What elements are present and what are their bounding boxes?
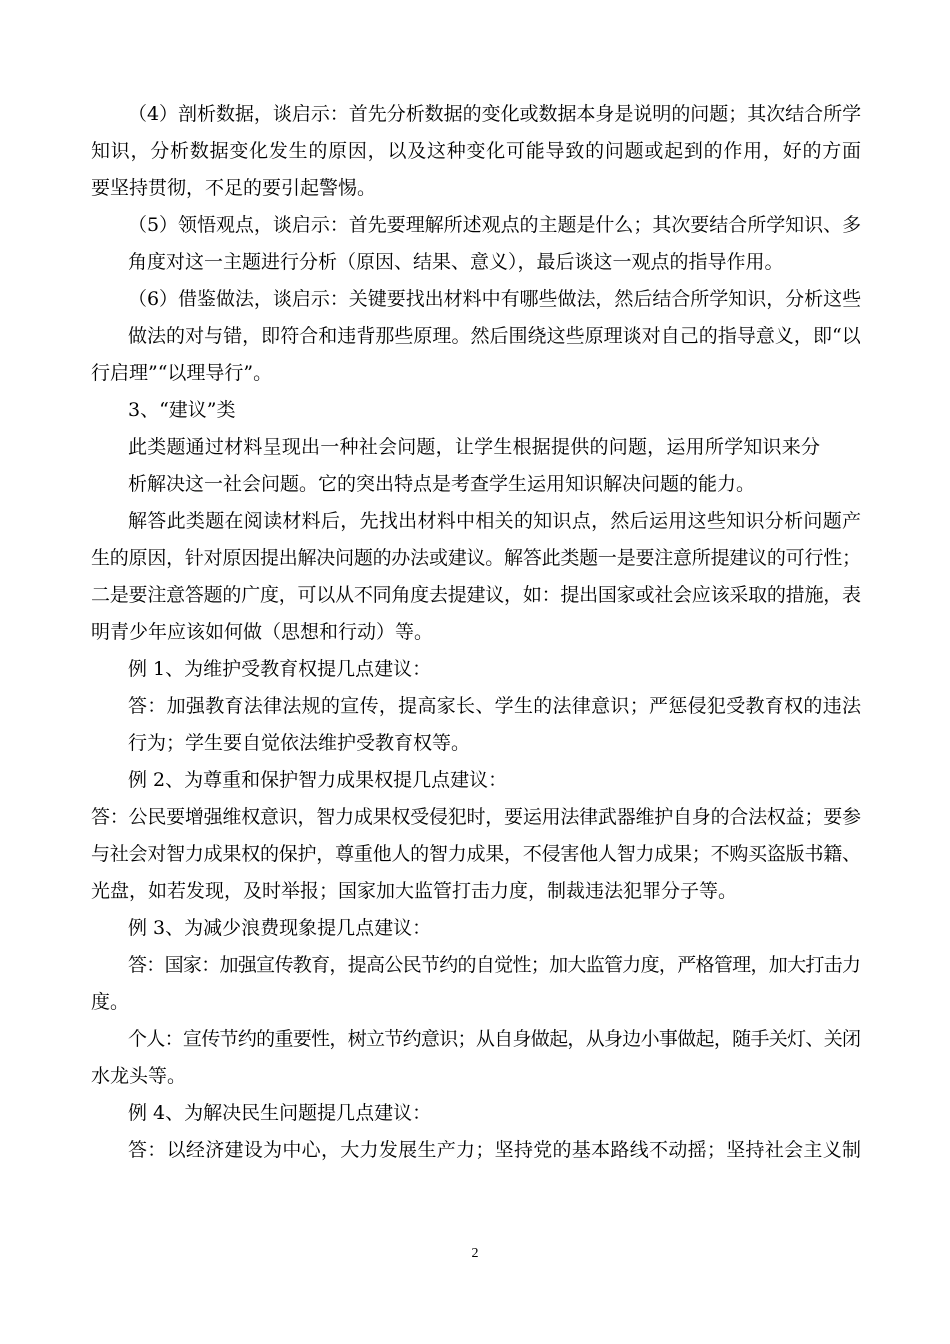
text-line: （4）剖析数据，谈启示：首先分析数据的变化或数据本身是说明的问题；其次结合所学 xyxy=(128,103,862,125)
text-line: 光盘，如若发现，及时举报；国家加大监管打击力度，制裁违法犯罪分子等。 xyxy=(91,880,738,902)
text-line: 答：加强教育法律法规的宣传，提高家长、学生的法律意识；严惩侵犯受教育权的违法 xyxy=(128,695,862,717)
example-heading: 例 2、为尊重和保护智力成果权提几点建议： xyxy=(128,769,508,791)
text-line: 答：国家：加强宣传教育，提高公民节约的自觉性；加大监管力度，严格管理，加大打击力 xyxy=(128,954,861,976)
text-line: 做法的对与错，即符合和违背那些原理。然后围绕这些原理谈对自己的指导意义，即“以 xyxy=(128,325,861,347)
text-line: 解答此类题在阅读材料后，先找出材料中相关的知识点，然后运用这些知识分析问题产 xyxy=(128,510,862,532)
section-heading: 3、“建议”类 xyxy=(128,399,236,421)
text-line: （6）借鉴做法，谈启示：关键要找出材料中有哪些做法，然后结合所学知识，分析这些 xyxy=(128,288,862,310)
text-line: 度。 xyxy=(91,991,130,1013)
text-line: 明青少年应该如何做（思想和行动）等。 xyxy=(91,621,434,643)
text-line: 二是要注意答题的广度，可以从不同角度去提建议，如：提出国家或社会应该采取的措施，表 xyxy=(91,584,861,606)
text-line: 答：公民要增强维权意识，智力成果权受侵犯时，要运用法律武器维护自身的合法权益；要参 xyxy=(91,806,861,828)
text-line: （5）领悟观点，谈启示：首先要理解所述观点的主题是什么；其次要结合所学知识、多 xyxy=(128,214,862,236)
example-heading: 例 4、为解决民生问题提几点建议： xyxy=(128,1102,432,1124)
text-line: 知识，分析数据变化发生的原因，以及这种变化可能导致的问题或起到的作用，好的方面 xyxy=(91,140,862,162)
text-line: 行启理”“以理导行”。 xyxy=(91,362,273,384)
text-line: 行为；学生要自觉依法维护受教育权等。 xyxy=(128,732,471,754)
text-line: 个人：宣传节约的重要性，树立节约意识；从自身做起，从身边小事做起，随手关灯、关闭 xyxy=(128,1028,861,1050)
text-line: 析解决这一社会问题。它的突出特点是考查学生运用知识解决问题的能力。 xyxy=(128,473,756,495)
text-line: 此类题通过材料呈现出一种社会问题，让学生根据提供的问题，运用所学知识来分 xyxy=(128,436,821,458)
text-line: 要坚持贯彻，不足的要引起警惕。 xyxy=(91,177,377,199)
text-line: 角度对这一主题进行分析（原因、结果、意义），最后谈这一观点的指导作用。 xyxy=(128,251,784,273)
text-line: 与社会对智力成果权的保护，尊重他人的智力成果，不侵害他人智力成果；不购买盗版书籍、 xyxy=(91,843,861,865)
text-line: 生的原因，针对原因提出解决问题的办法或建议。解答此类题一是要注意所提建议的可行性； xyxy=(91,547,861,569)
text-line: 水龙头等。 xyxy=(91,1065,187,1087)
example-heading: 例 3、为减少浪费现象提几点建议： xyxy=(128,917,432,939)
page-number: 2 xyxy=(471,1246,479,1261)
text-line: 答：以经济建设为中心，大力发展生产力；坚持党的基本路线不动摇；坚持社会主义制 xyxy=(128,1139,862,1161)
example-heading: 例 1、为维护受教育权提几点建议： xyxy=(128,658,432,680)
